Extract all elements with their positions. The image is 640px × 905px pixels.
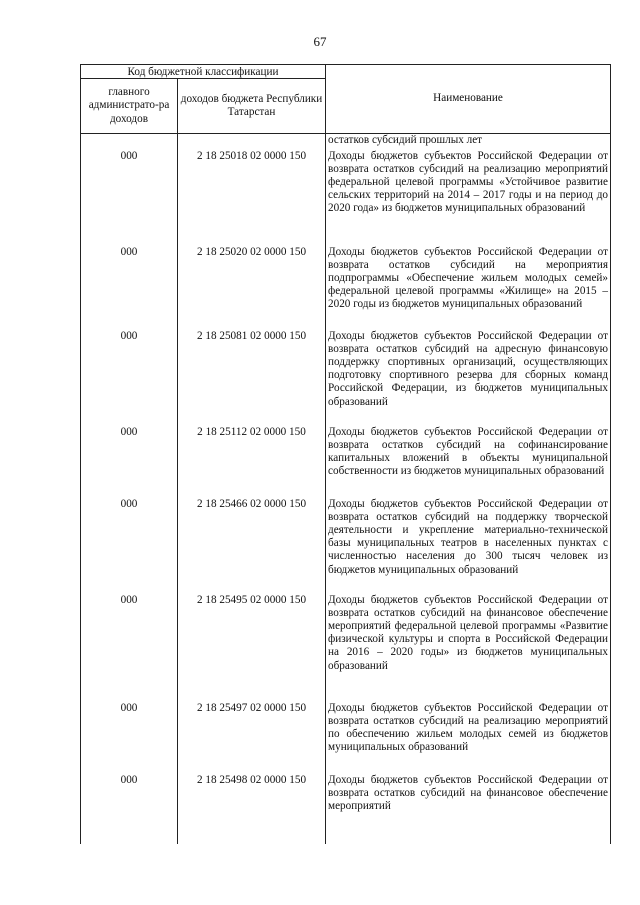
table-row (81, 498, 611, 594)
admin-code-cell: 000 (81, 426, 178, 498)
table-row (81, 150, 611, 246)
table-row (81, 246, 611, 330)
header-income: доходов бюджета Республики Татарстан (178, 79, 326, 134)
income-code-cell: 2 18 25020 02 0000 150 (178, 246, 326, 330)
income-code-cell: 2 18 25495 02 0000 150 (178, 594, 326, 702)
admin-code-cell: 000 (81, 774, 178, 844)
name-cell: Доходы бюджетов субъектов Российской Федерации от возврата остатков субсидий на финансовое обеспечение мероприятий федеральной целевой программы «Развитие физической культуры и спорта в Российской Федерации на 2016 – 2020 годы» из бюджетов муниципальных образований (326, 594, 611, 702)
admin-code-cell (81, 134, 178, 150)
name-cell: остатков субсидий прошлых лет (326, 134, 611, 150)
table-header (81, 65, 611, 134)
income-code-cell (178, 134, 326, 150)
admin-code-cell: 000 (81, 498, 178, 594)
name-cell: Доходы бюджетов субъектов Российской Федерации от возврата остатков субсидий на реализацию мероприятий по обеспечению жильем молодых семей из бюджетов муниципальных образований (326, 702, 611, 774)
income-code-cell: 2 18 25498 02 0000 150 (178, 774, 326, 844)
name-cell: Доходы бюджетов субъектов Российской Федерации от возврата остатков субсидий на финансовое обеспечение мероприятий (326, 774, 611, 844)
admin-code-cell: 000 (81, 594, 178, 702)
table-row (81, 426, 611, 498)
admin-code-cell: 000 (81, 330, 178, 426)
name-cell: Доходы бюджетов субъектов Российской Федерации от возврата остатков субсидий на адресную финансовую поддержку спортивных организаций, осуществляющих подготовку спортивного резерва для сборных команд Российской Федерации, из бюджетов муниципальных образований (326, 330, 611, 426)
admin-code-cell: 000 (81, 150, 178, 246)
table-body (81, 134, 611, 844)
header-name: Наименование (326, 65, 611, 134)
table-row (81, 134, 611, 150)
table-row (81, 330, 611, 426)
income-code-cell: 2 18 25466 02 0000 150 (178, 498, 326, 594)
income-code-cell: 2 18 25081 02 0000 150 (178, 330, 326, 426)
income-code-cell: 2 18 25112 02 0000 150 (178, 426, 326, 498)
header-code-group: Код бюджетной классификации (81, 65, 326, 79)
name-cell: Доходы бюджетов субъектов Российской Федерации от возврата остатков субсидий на поддержку творческой деятельности и укрепление материально-технической базы муниципальных театров в населенных пунктах с численностью населения до 300 тысяч человек из бюджетов муниципальных образований (326, 498, 611, 594)
table-row (81, 774, 611, 844)
name-cell: Доходы бюджетов субъектов Российской Федерации от возврата остатков субсидий на софинансирование капитальных вложений в объекты муниципальной собственности из бюджетов муниципальных образований (326, 426, 611, 498)
budget-classification-table (80, 64, 611, 844)
table-row (81, 702, 611, 774)
name-cell: Доходы бюджетов субъектов Российской Федерации от возврата остатков субсидий на реализацию мероприятий федеральной целевой программы «Устойчивое развитие сельских территорий на 2014 – 2017 годы и на период до 2020 года» из бюджетов муниципальных образований (326, 150, 611, 246)
table-row (81, 594, 611, 702)
page-number: 67 (313, 34, 327, 49)
admin-code-cell: 000 (81, 702, 178, 774)
header-admin: главного администрато-ра доходов (81, 79, 178, 134)
income-code-cell: 2 18 25018 02 0000 150 (178, 150, 326, 246)
admin-code-cell: 000 (81, 246, 178, 330)
income-code-cell: 2 18 25497 02 0000 150 (178, 702, 326, 774)
name-cell: Доходы бюджетов субъектов Российской Федерации от возврата остатков субсидий на мероприятия подпрограммы «Обеспечение жильем молодых семей» федеральной целевой программы «Жилище» на 2015 – 2020 годы из бюджетов муниципальных образований (326, 246, 611, 330)
